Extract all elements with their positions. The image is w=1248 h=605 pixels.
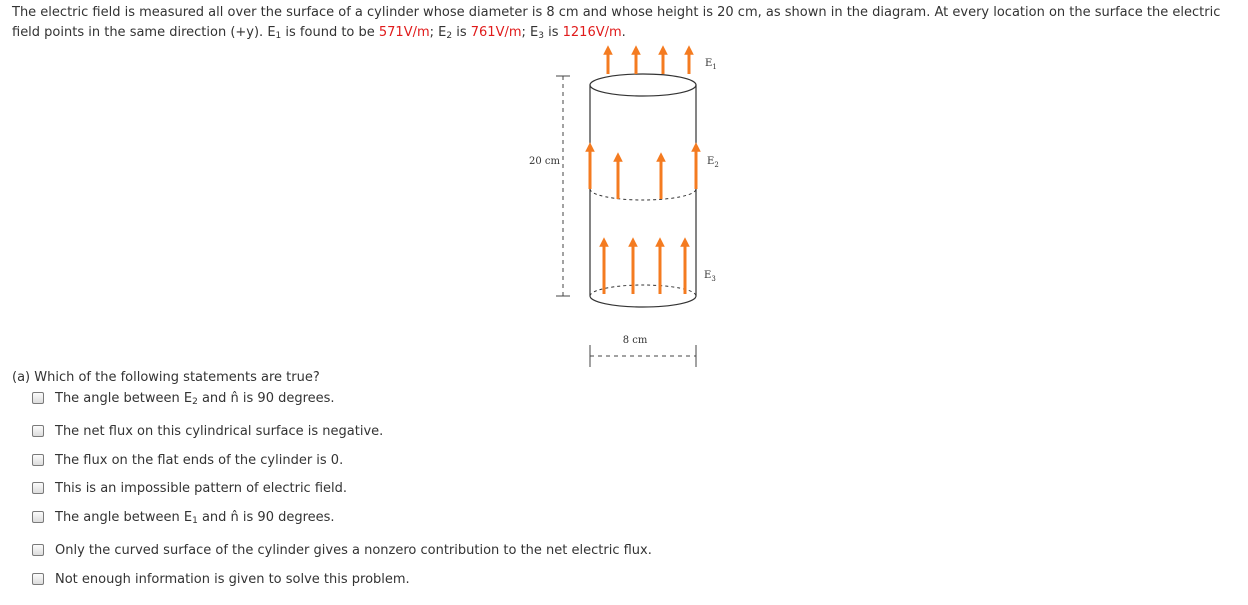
cylinder-bottom-front [590,296,696,307]
middle-cross-section [590,189,696,200]
problem-text-part: is [543,25,563,40]
option-label: The flux on the flat ends of the cylinder is 0. [55,452,344,468]
cylinder-figure [520,44,750,374]
cylinder-bottom-back [590,285,696,296]
e2-subscript: 2 [446,31,453,41]
problem-text-part: is found to be [281,25,379,40]
option-impossible-field[interactable] [32,478,347,498]
problem-text-part: . [621,25,626,40]
cylinder-diagram [520,44,750,374]
option-checkbox[interactable] [32,573,44,585]
option-checkbox[interactable] [32,511,44,523]
option-checkbox[interactable] [32,392,44,404]
e1-subscript: 1 [275,31,282,41]
option-label: Only the curved surface of the cylinder gives a nonzero contribution to the net electric flux. [55,542,652,558]
option-label: This is an impossible pattern of electric field. [55,480,348,496]
option-checkbox[interactable] [32,425,44,437]
e3-subscript: 3 [538,31,544,41]
diameter-label: 8 cm [622,335,648,346]
option-label: Not enough information is given to solve this problem. [55,571,410,587]
e1-value: 571V/m [378,25,430,40]
problem-text-part: ; E [521,25,539,40]
option-checkbox[interactable] [32,544,44,556]
e2-value: 761V/m [470,25,522,40]
option-checkbox[interactable] [32,454,44,466]
option-checkbox[interactable] [32,482,44,494]
option-angle-e1[interactable] [32,507,335,527]
problem-text-part: ; E [429,25,447,40]
option-angle-e2[interactable] [32,388,335,408]
option-flat-ends-zero[interactable] [32,450,343,470]
option-label: The angle between $E_1$ and n̂ is 90 degrees. [55,509,335,526]
problem-statement [12,3,1232,43]
cylinder-top [590,74,696,96]
option-label: The angle between $E_2$ and n̂ is 90 degrees. [55,390,335,407]
problem-text-part: The electric field is measured all over the surface of a cylinder whose diameter is 8 cm and whose height is 20 cm, as shown in the diagram. At every location on the surface the electric field points in the same direction (+y). E [12,5,1221,40]
e2-label: $E_2$ [707,156,719,169]
height-label: 20 cm [529,156,560,167]
option-net-flux-negative[interactable] [32,421,383,441]
e3-value: 1216V/m [562,25,622,40]
option-label: The net flux on this cylindrical surface is negative. [55,423,384,439]
e3-label: $E_3$ [704,270,716,283]
e1-label: $E_1$ [705,58,717,71]
option-not-enough-info[interactable] [32,569,410,589]
question-prompt: (a) Which of the following statements are true? [12,370,320,385]
option-curved-surface-only[interactable] [32,540,652,560]
problem-text-part: is [452,25,471,40]
